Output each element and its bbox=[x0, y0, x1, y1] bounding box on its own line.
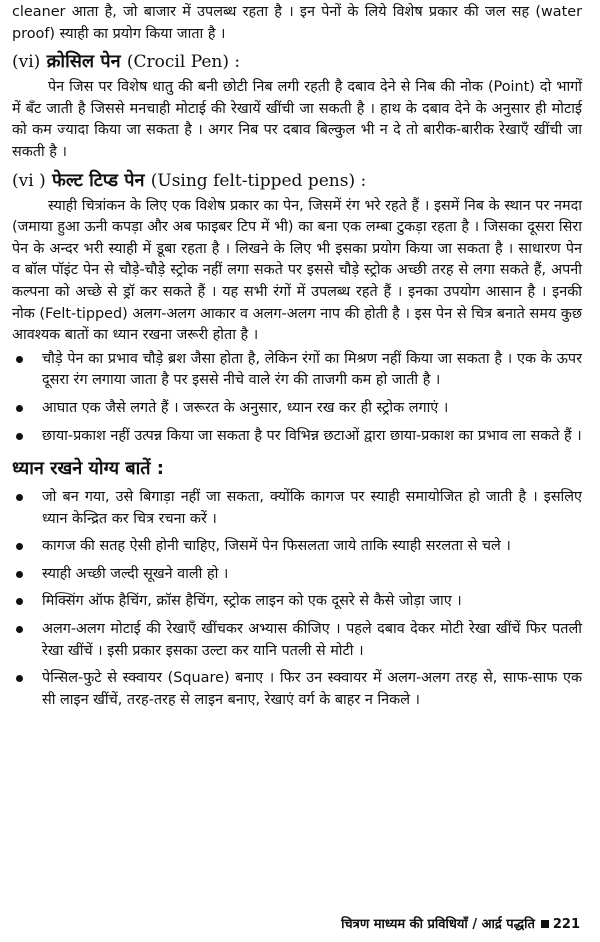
bullet-icon bbox=[16, 405, 23, 412]
list-item bbox=[12, 349, 582, 392]
list-item-text: पेन्सिल-फुटे से स्क्वायर (Square) बनाए । फिर उन स्क्वायर में अलग-अलग तरह से, साफ-साफ एक सी लाइन खींचें, तरह-तरह से लाइन बनाए, रेखाएं वर्ग के बाहर न निकले । bbox=[42, 670, 582, 708]
tips-heading: ध्यान रखने योग्य बातें : bbox=[12, 458, 164, 480]
list-item bbox=[12, 564, 582, 586]
list-item-text: छाया-प्रकाश नहीं उत्पन्न किया जा सकता है पर विभिन्न छटाओं द्वारा छाया-प्रकाश का प्रभाव ला सकते हैं । bbox=[42, 427, 582, 444]
bullet-icon bbox=[16, 494, 23, 501]
bullet-icon bbox=[16, 598, 23, 605]
list-item-text: कागज की सतह ऐसी होनी चाहिए, जिसमें पेन फिसलता जाये ताकि स्याही सरलता से चले । bbox=[42, 538, 511, 555]
list-item bbox=[12, 591, 582, 613]
list-item bbox=[12, 536, 582, 558]
tips-bullet-list bbox=[12, 487, 582, 711]
intro-paragraph: cleaner आता है, जो बाजार में उपलब्ध रहता है । इन पेनों के लिये विशेष प्रकार की जल सह (water proof) स्याही का प्रयोग किया जाता है । bbox=[12, 4, 582, 42]
bullet-icon bbox=[16, 356, 23, 363]
bullet-icon bbox=[16, 543, 23, 550]
list-item-text: स्याही अच्छी जल्दी सूखने वाली हो । bbox=[42, 565, 229, 582]
list-item-text: आघात एक जैसे लगते हैं । जरूरत के अनुसार, ध्यान रख कर ही स्ट्रोक लगाएं । bbox=[42, 399, 449, 416]
section-heading-felt-tipped-pen bbox=[12, 168, 582, 194]
square-bullet-icon bbox=[541, 920, 549, 928]
section-title-hindi: क्रोसिल पेन bbox=[46, 51, 121, 73]
list-item-text: अलग-अलग मोटाई की रेखाएँ खींचकर अभ्यास कीजिए । पहले दबाव देकर मोटी रेखा खींचें फिर पतली रेखा खींचें । इसी प्रकार इसका उल्टा कर यानि पतली से मोटी । bbox=[42, 621, 582, 659]
section-title-hindi: फेल्ट टिप्ड पेन bbox=[52, 169, 145, 191]
felt-pen-bullet-list bbox=[12, 349, 582, 447]
section-title-english: (Crocil Pen) : bbox=[126, 52, 241, 73]
section-number: (vi ) bbox=[12, 170, 46, 191]
bullet-icon bbox=[16, 571, 23, 578]
bullet-icon bbox=[16, 675, 23, 682]
bullet-icon bbox=[16, 433, 23, 440]
crocil-pen-paragraph: पेन जिस पर विशेष धातु की बनी छोटी निब लगी रहती है दबाव देने से निब की नोक (Point) दो भागों में बँट जाती है जिससे मनचाही मोटाई की रेखायें खींची जा सकती है । हाथ के दबाव देने के अनुसार ही मोटाई को कम ज्यादा किया जा सकता है । अगर निब पर दबाव बिल्कुल भी न दे तो बारीक-बारीक रेखाएँ खींची जा सकती है । bbox=[12, 79, 582, 160]
list-item bbox=[12, 487, 582, 530]
list-item bbox=[12, 619, 582, 662]
list-item bbox=[12, 398, 582, 420]
list-item-text: जो बन गया, उसे बिगाड़ा नहीं जा सकता, क्योंकि कागज पर स्याही समायोजित हो जाती है । इसलिए ध्यान केन्द्रित कर चित्र रचना करें । bbox=[42, 489, 582, 527]
felt-tipped-pen-paragraph: स्याही चित्रांकन के लिए एक विशेष प्रकार का पेन, जिसमें रंग भरे रहते हैं । इसमें निब के स्थान पर नमदा (जमाया हुआ ऊनी कपड़ा और अब फाइबर टिप में भी) का बना एक लम्बा टुकड़ा रहता है । जिसका दूसरा सिरा पेन के अन्दर भरी स्याही में डूबा रहता है । लिखने के लिए भी इसका प्रयोग किया जा सकता है । साधारण पेन व बॉल पॉइंट पेन से चौड़े-चौड़े स्ट्रोक नहीं लगा सकते पर इससे चौड़े स्ट्रोक अच्छी तरह से लगा सकते हैं, अपनी कल्पना को अच्छे से ड्रॉ कर सकते हैं । यह सभी रंगों में उपलब्ध रहते हैं । इनका उपयोग आसान है । इनकी नोक (Felt-tipped) अलग-अलग आकार व अलग-अलग नाप की होती है । इस पेन से चित्र बनाते समय कुछ आवश्यक बातों का ध्यान रखना जरूरी होता है । bbox=[12, 197, 582, 344]
list-item bbox=[12, 668, 582, 711]
page-number: 221 bbox=[552, 917, 580, 932]
bullet-icon bbox=[16, 626, 23, 633]
page-footer bbox=[341, 916, 580, 934]
running-title: चित्रण माध्यम की प्रविधियाँ / आर्द्र पद्धति bbox=[341, 917, 535, 932]
list-item bbox=[12, 426, 582, 448]
section-heading-crocil-pen bbox=[12, 49, 582, 75]
list-item-text: चौड़े पेन का प्रभाव चौड़े ब्रश जैसा होता है, लेकिन रंगों का मिश्रण नहीं किया जा सकता है । एक के ऊपर दूसरा रंग लगाया जाता है पर इससे नीचे वाले रंग की ताजगी कम हो जाती है । bbox=[42, 350, 582, 389]
list-item-text: मिक्सिंग ऑफ हैचिंग, क्रॉस हैचिंग, स्ट्रोक लाइन को एक दूसरे से कैसे जोड़ा जाए । bbox=[42, 593, 462, 610]
section-title-english: (Using felt-tipped pens) : bbox=[150, 170, 367, 191]
section-number: (vi) bbox=[12, 52, 41, 73]
